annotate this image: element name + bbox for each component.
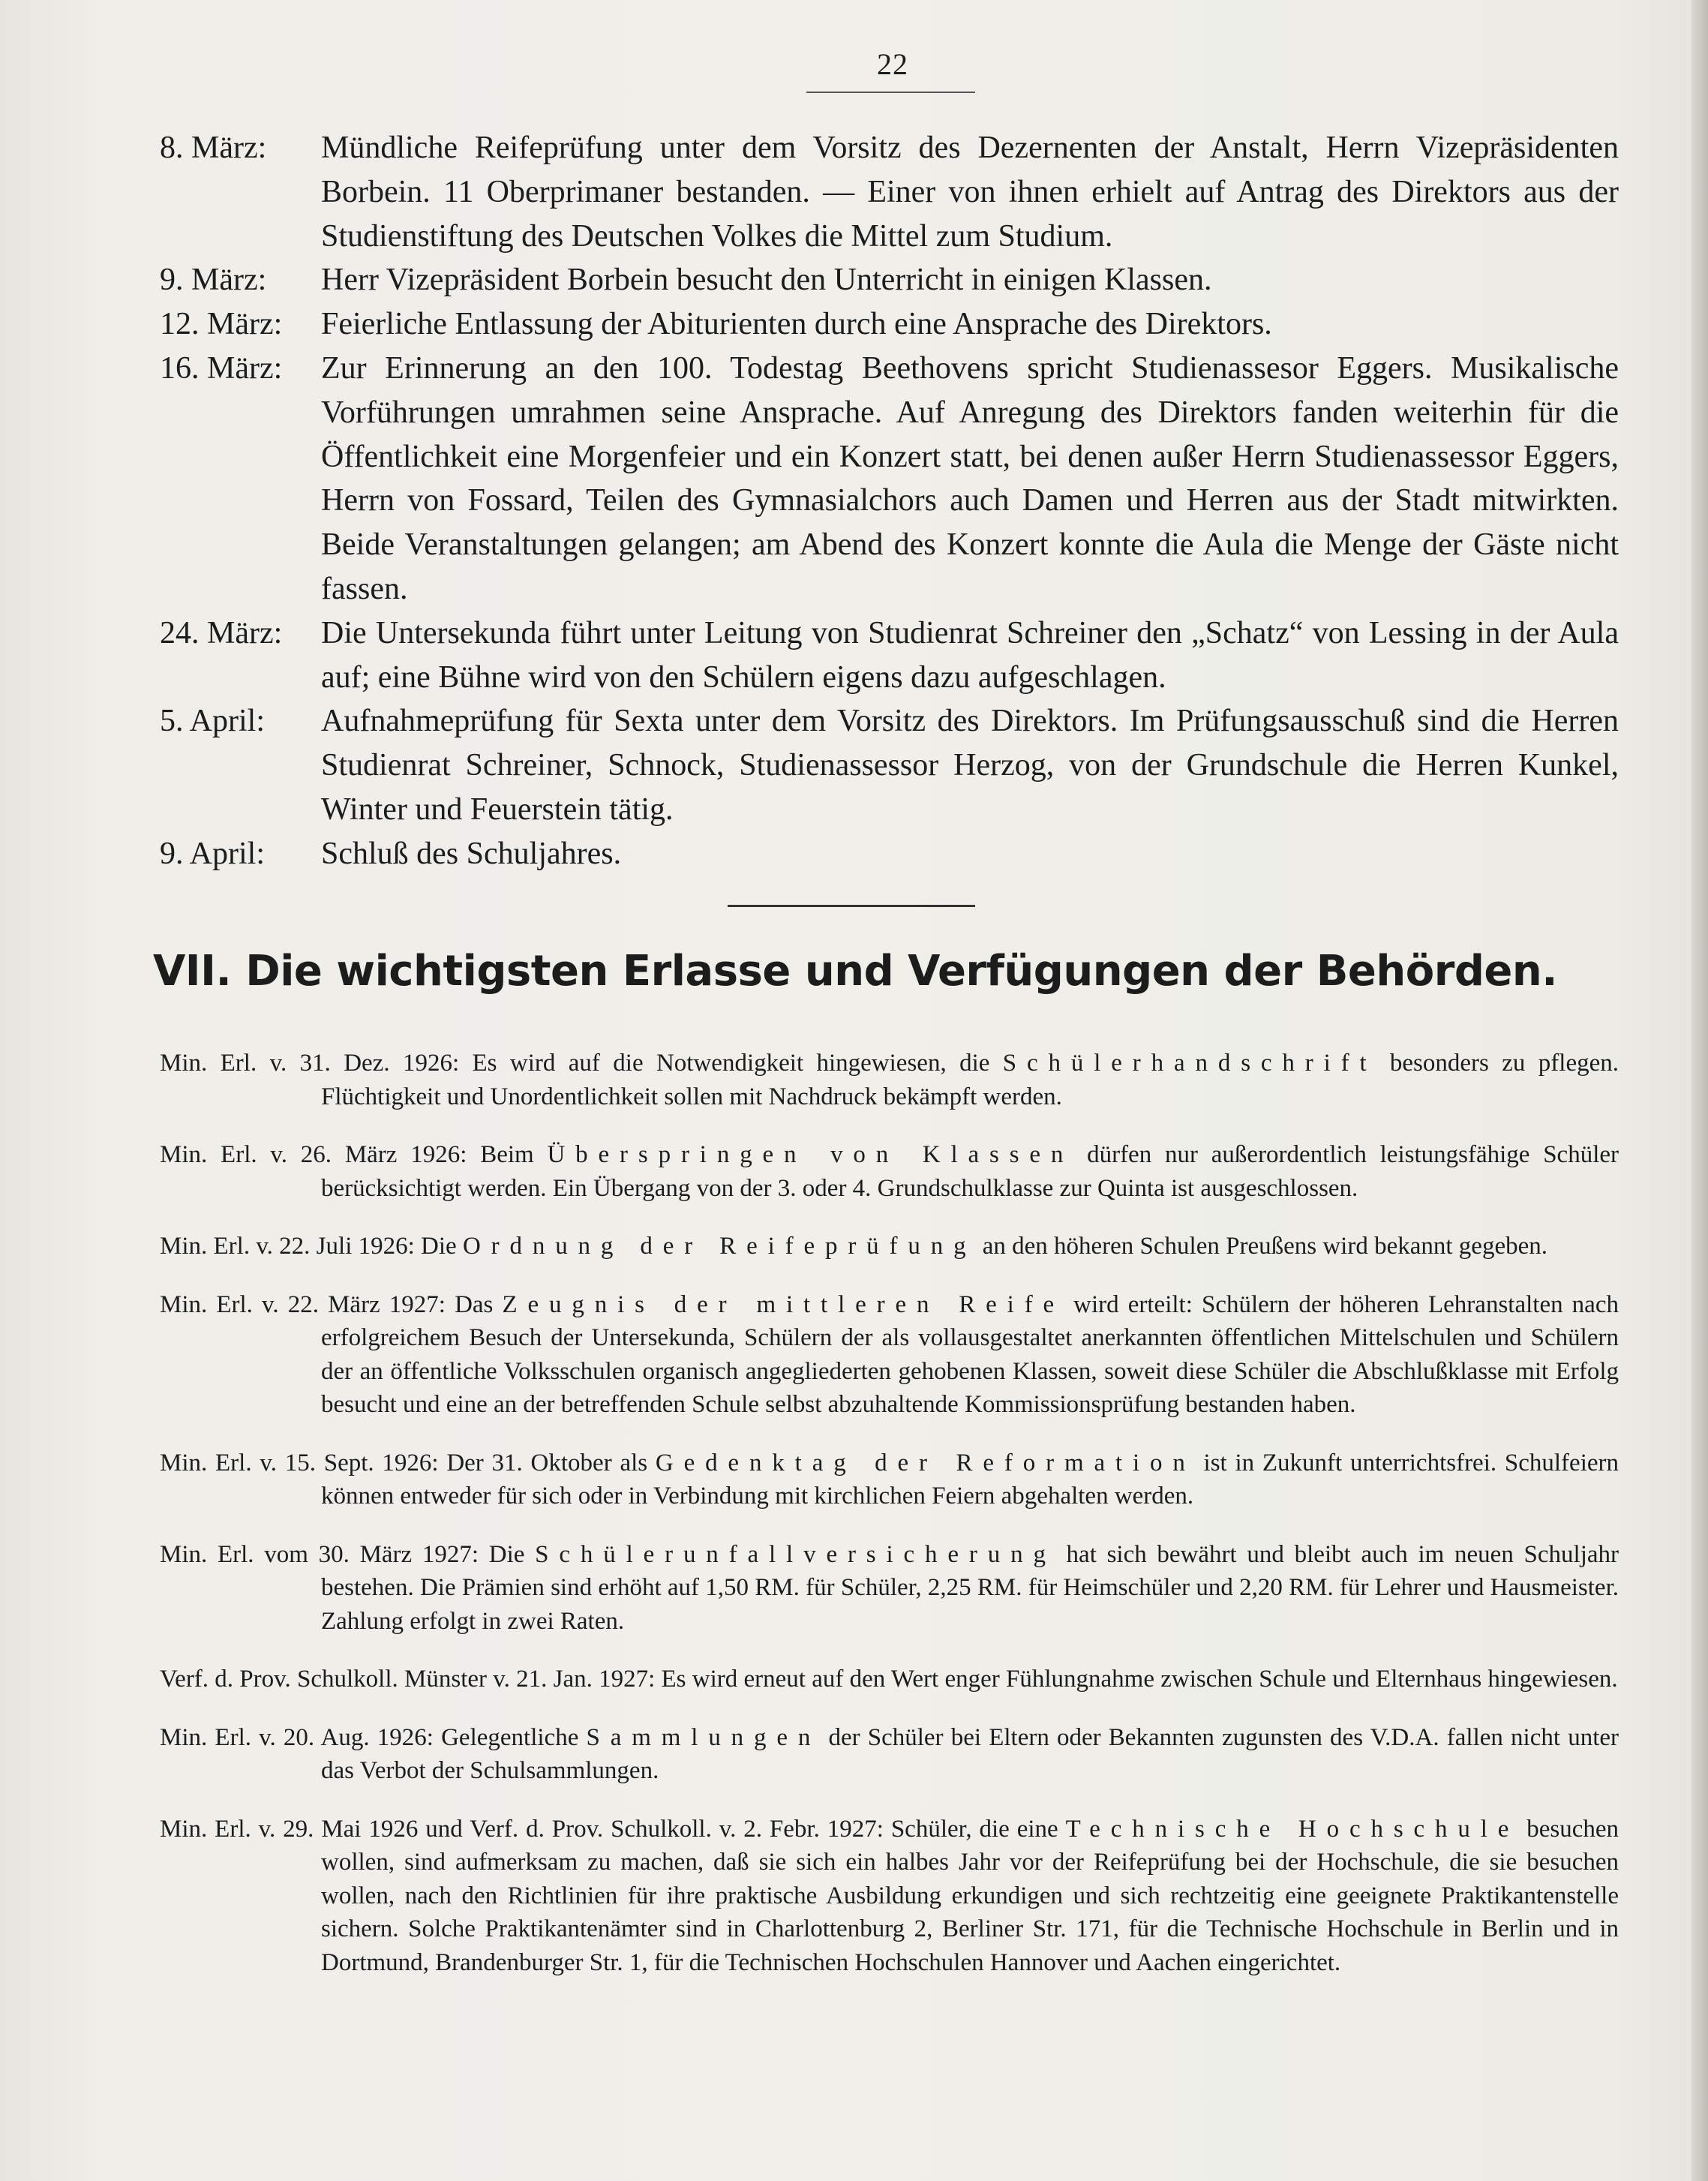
- decree-entry: [160, 1663, 1619, 1696]
- chronicle-entry: [160, 611, 1619, 700]
- decree-emphasis: Technische Hochschule: [1065, 1815, 1520, 1843]
- chronicle-text: Aufnahmeprüfung für Sexta unter dem Vorsitz des Direktors. Im Prüfungsausschuß sind die Herren Studienrat Schreiner, Schnock, Studienassessor Herzog, von der Grundschule die Herren Kunkel, Winter und Feuerstein tätig.: [321, 704, 1619, 827]
- decree-intro: Min. Erl. v. 22. März 1927: Das: [160, 1290, 503, 1318]
- chronicle-text: Die Untersekunda führt unter Leitung von Studienrat Schreiner den „Schatz“ von Lessing in der Aula auf; eine Bühne wird von den Schülern eigens dazu aufgeschlagen.: [321, 615, 1619, 695]
- decree-intro: Verf. d. Prov. Schulkoll. Münster v. 21. Jan. 1927: Es wird erneut auf den Wert enger Fühlungnahme zwischen Schule und Elternhaus hingewiesen.: [160, 1666, 1618, 1693]
- section-heading: VII. Die wichtigsten Erlasse und Verfügungen der Behörden.: [152, 947, 1558, 996]
- decree-entry: [160, 1288, 1619, 1422]
- decree-text: ist in Zukunft unterrichtsfrei. Schulfeiern können entweder für sich oder in Verbindung mit kirchlichen Feiern abgehalten werden.: [321, 1449, 1619, 1510]
- decree-entry: [160, 1138, 1619, 1205]
- chronicle-entry: [160, 699, 1619, 831]
- chronicle-entry: [160, 302, 1619, 347]
- decree-entry: [160, 1538, 1619, 1639]
- decree-entry: [160, 1230, 1619, 1263]
- decree-list: [160, 1022, 1619, 1981]
- decree-entry: [160, 1721, 1619, 1788]
- decree-emphasis: Schülerunfallversicherung: [535, 1540, 1056, 1568]
- decree-entry: [160, 1813, 1619, 1980]
- chronicle-text: Schluß des Schuljahres.: [321, 836, 622, 871]
- decree-emphasis: Ordnung der Reifeprüfung: [462, 1233, 977, 1260]
- section-divider: [728, 905, 975, 907]
- decree-entry: [160, 1446, 1619, 1513]
- decree-intro: Min. Erl. v. 31. Dez. 1926: Es wird auf die Notwendigkeit hingewiesen, die: [160, 1050, 1003, 1077]
- decree-text: dürfen nur außerordentlich leistungsfähige Schüler berücksichtigt werden. Ein Übergang von der 3. oder 4. Grundschulklasse zur Quinta ist ausgeschlossen.: [321, 1141, 1619, 1202]
- decree-text: der Schüler bei Eltern oder Bekannten zugunsten des V.D.A. fallen nicht unter das Verbot der Schulsammlungen.: [321, 1723, 1619, 1784]
- decree-intro: Min. Erl. v. 26. März 1926: Beim: [160, 1141, 548, 1168]
- decree-emphasis: Schülerhandschrift: [1002, 1050, 1377, 1077]
- chronicle-date: 16. März:: [160, 350, 283, 386]
- decree-emphasis: Überspringen von Klassen: [547, 1141, 1074, 1168]
- chronicle-entry: [160, 126, 1619, 258]
- decree-text: besonders zu pflegen. Flüchtigkeit und Unordentlichkeit sollen mit Nachdruck bekämpft werden.: [321, 1050, 1619, 1110]
- chronicle-text: Herr Vizepräsident Borbein besucht den Unterricht in einigen Klassen.: [321, 263, 1212, 298]
- chronicle-date: 9. April:: [160, 836, 266, 871]
- decree-intro: Min. Erl. v. 22. Juli 1926: Die: [160, 1233, 463, 1260]
- chronicle-date: 12. März:: [160, 307, 283, 342]
- decree-intro: Min. Erl. v. 20. Aug. 1926: Gelegentliche: [160, 1723, 587, 1751]
- decree-intro: Min. Erl. v. 29. Mai 1926 und Verf. d. Prov. Schulkoll. v. 2. Febr. 1927: Schüler, die eine: [160, 1815, 1066, 1843]
- decree-entry: [160, 1047, 1619, 1113]
- decree-text: wird erteilt: Schülern der höheren Lehranstalten nach erfolgreichem Besuch der Untersekunda, Schülern der als vollausgestaltet anerkannten öffentlichen Mittelschulen und Schülern der an öffentliche Volksschulen organisch angegliederten gehobenen Klassen, soweit diese Schüler die Abschlußklasse mit Erfolg besucht und eine an der betreffenden Schule selbst abzuhaltende Kommissionsprüfung bestanden haben.: [321, 1290, 1619, 1418]
- chronicle-entry: [160, 258, 1619, 302]
- chronicle-text: Mündliche Reifeprüfung unter dem Vorsitz des Dezernenten der Anstalt, Herrn Vizepräsidenten Borbein. 11 Oberprimaner bestanden. — Einer von ihnen erhielt auf Antrag des Direktors aus der Studienstiftung des Deutschen Volkes die Mittel zum Studium.: [321, 131, 1619, 254]
- chronicle-date: 8. März:: [160, 131, 267, 165]
- decree-emphasis: Zeugnis der mittleren Reife: [502, 1290, 1065, 1318]
- decree-text: an den höheren Schulen Preußens wird bekannt gegeben.: [976, 1233, 1547, 1260]
- chronicle-date: 24. März:: [160, 615, 283, 650]
- decree-intro: Min. Erl. vom 30. März 1927: Die: [160, 1540, 536, 1568]
- decree-emphasis: Gedenktag der Reformation: [655, 1449, 1196, 1477]
- page-number: 22: [877, 47, 908, 81]
- chronicle-list: [160, 126, 1619, 876]
- chronicle-date: 5. April:: [160, 704, 266, 739]
- chronicle-text: Feierliche Entlassung der Abiturienten durch eine Ansprache des Direktors.: [321, 307, 1272, 342]
- chronicle-date: 9. März:: [160, 263, 267, 298]
- decree-emphasis: Sammlungen: [586, 1723, 821, 1751]
- chronicle-text: Zur Erinnerung an den 100. Todestag Beethovens spricht Studienassesor Eggers. Musikalische Vorführungen umrahmen seine Ansprache. Auf Anregung des Direktors fanden weiterhin für die Öffentlichkeit eine Morgenfeier und ein Konzert statt, bei denen außer Herrn Studienassessor Eggers, Herrn von Fossard, Teilen des Gymnasialchors auch Damen und Herren aus der Stadt mitwirkten. Beide Veranstaltungen gelangen; am Abend des Konzert konnte die Aula die Menge der Gäste nicht fassen.: [321, 350, 1619, 606]
- decree-text: hat sich bewährt und bleibt auch im neuen Schuljahr bestehen. Die Prämien sind erhöht auf 1,50 RM. für Schüler, 2,25 RM. für Heimschüler und 2,20 RM. für Lehrer und Hausmeister. Zahlung erfolgt in zwei Raten.: [321, 1540, 1619, 1635]
- page-edge: [1691, 0, 1708, 2181]
- chronicle-entry: [160, 832, 1619, 876]
- page-number-rule: [806, 92, 975, 93]
- decree-text: besuchen wollen, sind aufmerksam zu machen, daß sie sich ein halbes Jahr vor der Reifeprüfung bei der Hochschule, die sie besuchen wollen, nach den Richtlinien für ihre praktische Ausbildung erkundigen und sich rechtzeitig eine geeignete Praktikantenstelle sichern. Solche Praktikantenämter sind in Charlottenburg 2, Berliner Str. 171, für die Technische Hochschule in Berlin und in Dortmund, Brandenburger Str. 1, für die Technischen Hochschulen Hannover und Aachen eingerichtet.: [321, 1815, 1619, 1976]
- chronicle-entry: [160, 347, 1619, 611]
- decree-intro: Min. Erl. v. 15. Sept. 1926: Der 31. Oktober als: [160, 1449, 656, 1477]
